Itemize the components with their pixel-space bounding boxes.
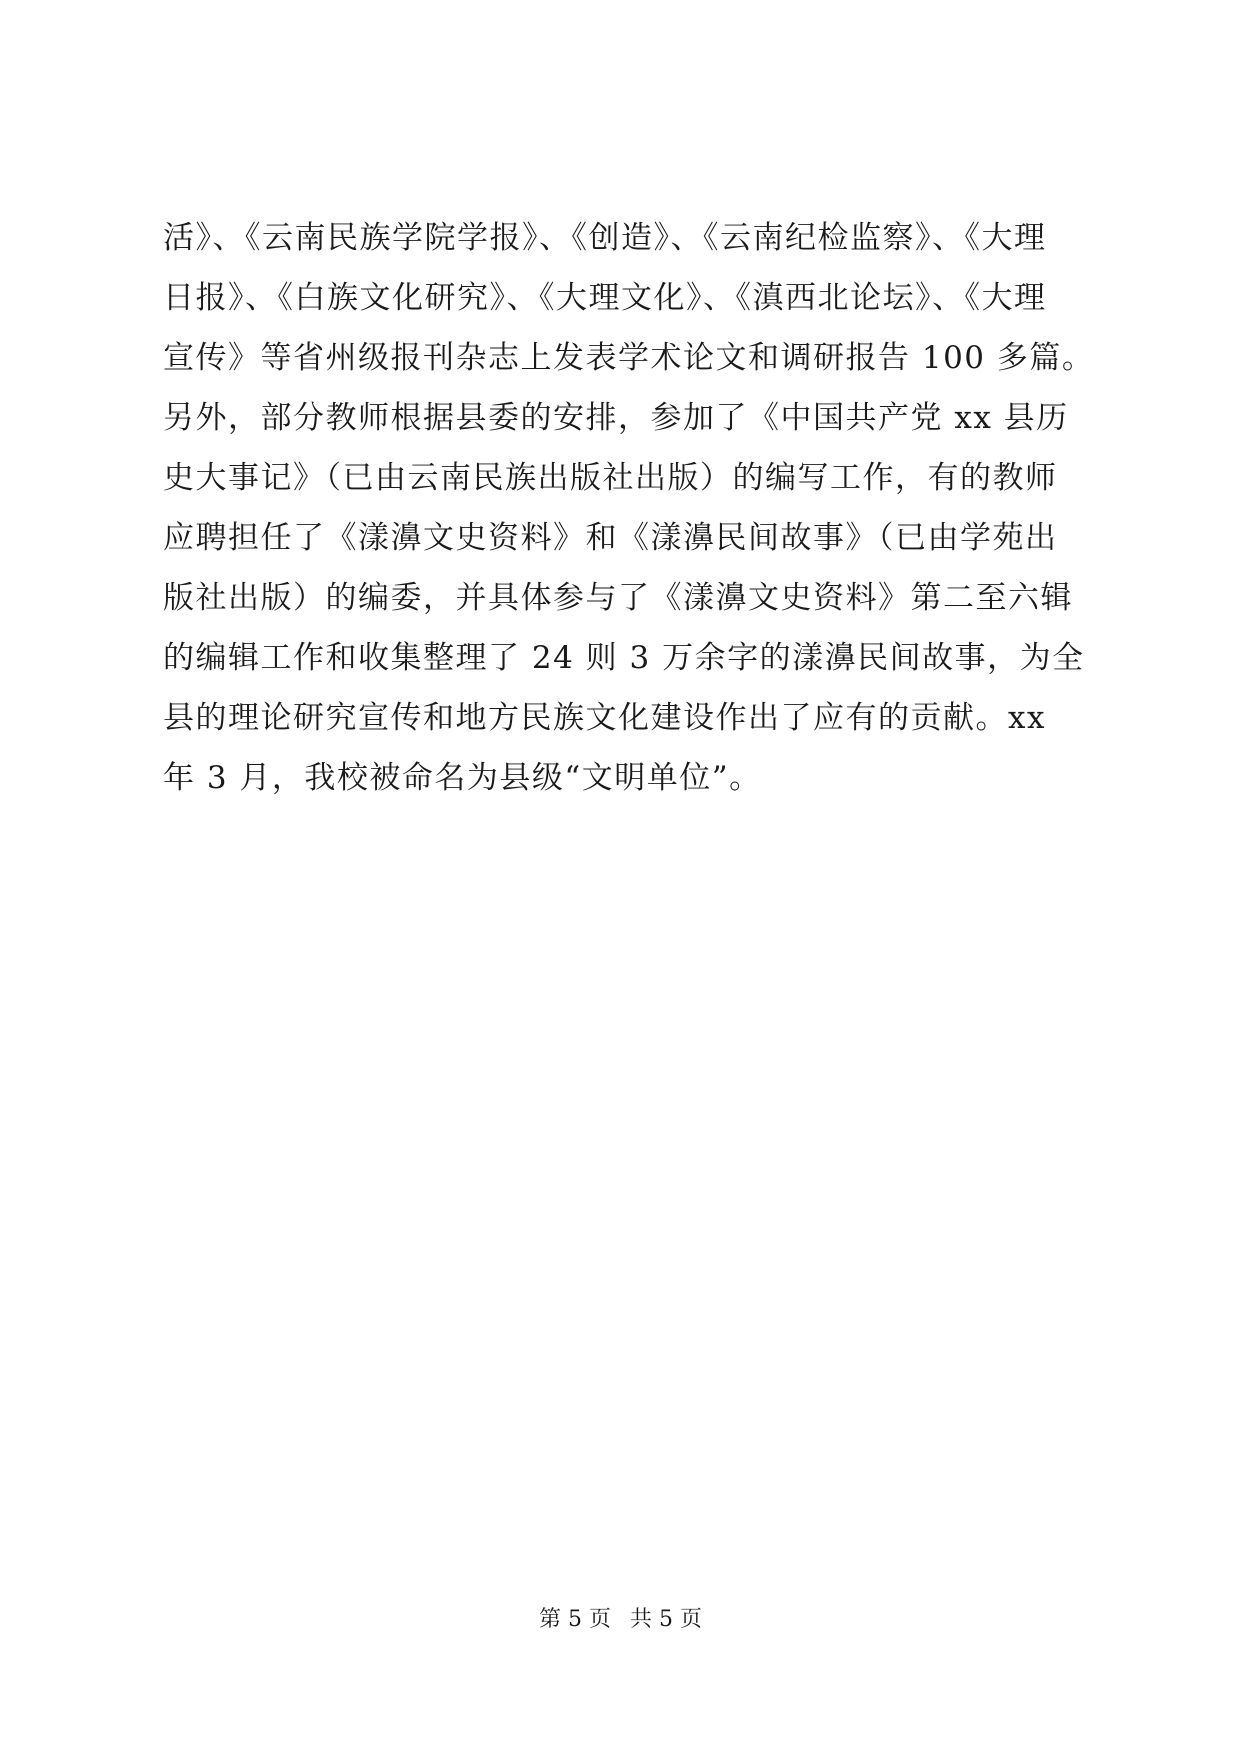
- text-line: 史大事记》（已由云南民族出版社出版）的编写工作，有的教师: [163, 460, 1058, 496]
- page-footer: [0, 1605, 1241, 1635]
- text-line: 版社出版）的编委，并具体参与了《漾濞文史资料》第二至六辑: [163, 580, 1073, 616]
- body-paragraph: [163, 208, 1093, 808]
- page-number-current: 第 5 页: [539, 1607, 611, 1632]
- text-line: 活》、《云南民族学院学报》、《创造》、《云南纪检监察》、《大理: [163, 220, 1047, 256]
- text-line: 宣传》等省州级报刊杂志上发表学术论文和调研报告 100 多篇。: [163, 340, 1095, 376]
- page-number-total: 共 5 页: [630, 1607, 702, 1632]
- text-line: 县的理论研究宣传和地方民族文化建设作出了应有的贡献。xx: [163, 700, 1046, 736]
- text-line: 应聘担任了《漾濞文史资料》和《漾濞民间故事》（已由学苑出: [163, 520, 1058, 556]
- text-line: 日报》、《白族文化研究》、《大理文化》、《滇西北论坛》、《大理: [163, 280, 1047, 316]
- text-line: 另外，部分教师根据县委的安排，参加了《中国共产党 xx 县历: [163, 400, 1069, 436]
- text-line: 年 3 月，我校被命名为县级“文明单位”。: [163, 760, 762, 796]
- text-line: 的编辑工作和收集整理了 24 则 3 万余字的漾濞民间故事，为全: [163, 640, 1085, 676]
